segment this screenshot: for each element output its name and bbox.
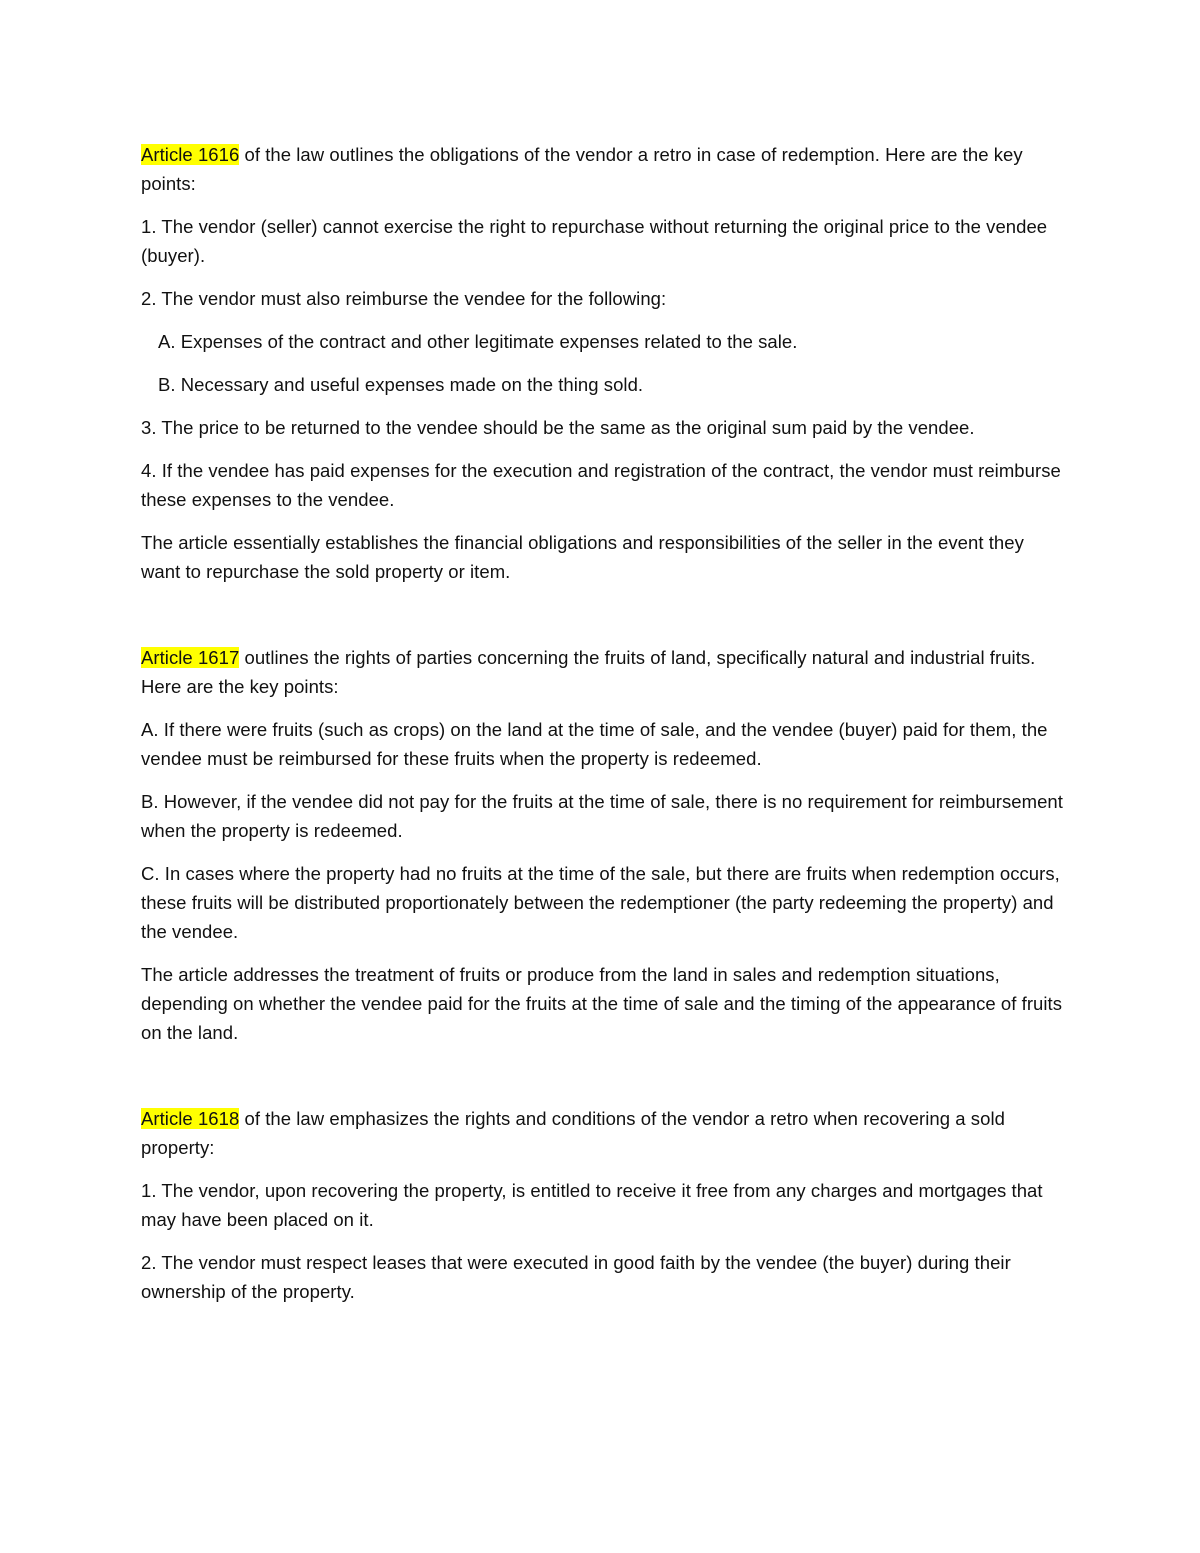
article-1616-point-4: 4. If the vendee has paid expenses for the execution and registration of the contract, the vendor must reimburse these expenses to the vendee. — [141, 460, 1061, 510]
article-1616-section — [141, 140, 1066, 586]
section-spacer — [141, 600, 1066, 643]
article-1616-point-3: 3. The price to be returned to the vendee should be the same as the original sum paid by the vendee. — [141, 417, 975, 438]
article-1617-intro-text: outlines the rights of parties concerning the fruits of land, specifically natural and industrial fruits. Here are the key points: — [141, 647, 1036, 697]
article-1618-heading-highlight: Article 1618 — [141, 1108, 240, 1129]
article-1618-intro — [141, 1104, 1066, 1162]
article-1617-point-a: A. If there were fruits (such as crops) on the land at the time of sale, and the vendee (buyer) paid for them, the vendee must be reimbursed for these fruits when the property is redeemed. — [141, 719, 1048, 769]
article-1616-point-2: 2. The vendor must also reimburse the vendee for the following: — [141, 288, 667, 309]
article-1618-point-2: 2. The vendor must respect leases that were executed in good faith by the vendee (the buyer) during their ownership of the property. — [141, 1252, 1011, 1302]
article-1617-point-b: B. However, if the vendee did not pay for the fruits at the time of sale, there is no requirement for reimbursement when the property is redeemed. — [141, 791, 1063, 841]
article-1616-summary: The article essentially establishes the financial obligations and responsibilities of the seller in the event they want to repurchase the sold property or item. — [141, 532, 1024, 582]
article-1616-point-1: 1. The vendor (seller) cannot exercise the right to repurchase without returning the original price to the vendee (buyer). — [141, 216, 1048, 266]
article-1617-intro — [141, 643, 1066, 701]
article-1617-point-c: C. In cases where the property had no fruits at the time of the sale, but there are fruits when redemption occurs, these fruits will be distributed proportionately between the redemptioner (the party redeeming the property) and the vendee. — [141, 863, 1060, 942]
article-1618-intro-text: of the law emphasizes the rights and conditions of the vendor a retro when recovering a sold property: — [141, 1108, 1005, 1158]
article-1617-section — [141, 643, 1066, 1047]
article-1616-point-2b: B. Necessary and useful expenses made on the thing sold. — [158, 374, 644, 395]
article-1616-intro — [141, 140, 1066, 198]
document-page — [141, 140, 1066, 1320]
article-1617-summary: The article addresses the treatment of fruits or produce from the land in sales and redemption situations, depending on whether the vendee paid for the fruits at the time of sale and the timing of the appearance of fruits on the land. — [141, 964, 1063, 1043]
article-1617-heading-highlight: Article 1617 — [141, 647, 240, 668]
article-1616-point-2a: A. Expenses of the contract and other legitimate expenses related to the sale. — [158, 331, 798, 352]
article-1616-heading-highlight: Article 1616 — [141, 144, 240, 165]
article-1616-intro-text: of the law outlines the obligations of the vendor a retro in case of redemption. Here are the key points: — [141, 144, 1023, 194]
article-1618-section — [141, 1104, 1066, 1306]
article-1618-point-1: 1. The vendor, upon recovering the property, is entitled to receive it free from any charges and mortgages that may have been placed on it. — [141, 1180, 1043, 1230]
section-spacer — [141, 1061, 1066, 1104]
